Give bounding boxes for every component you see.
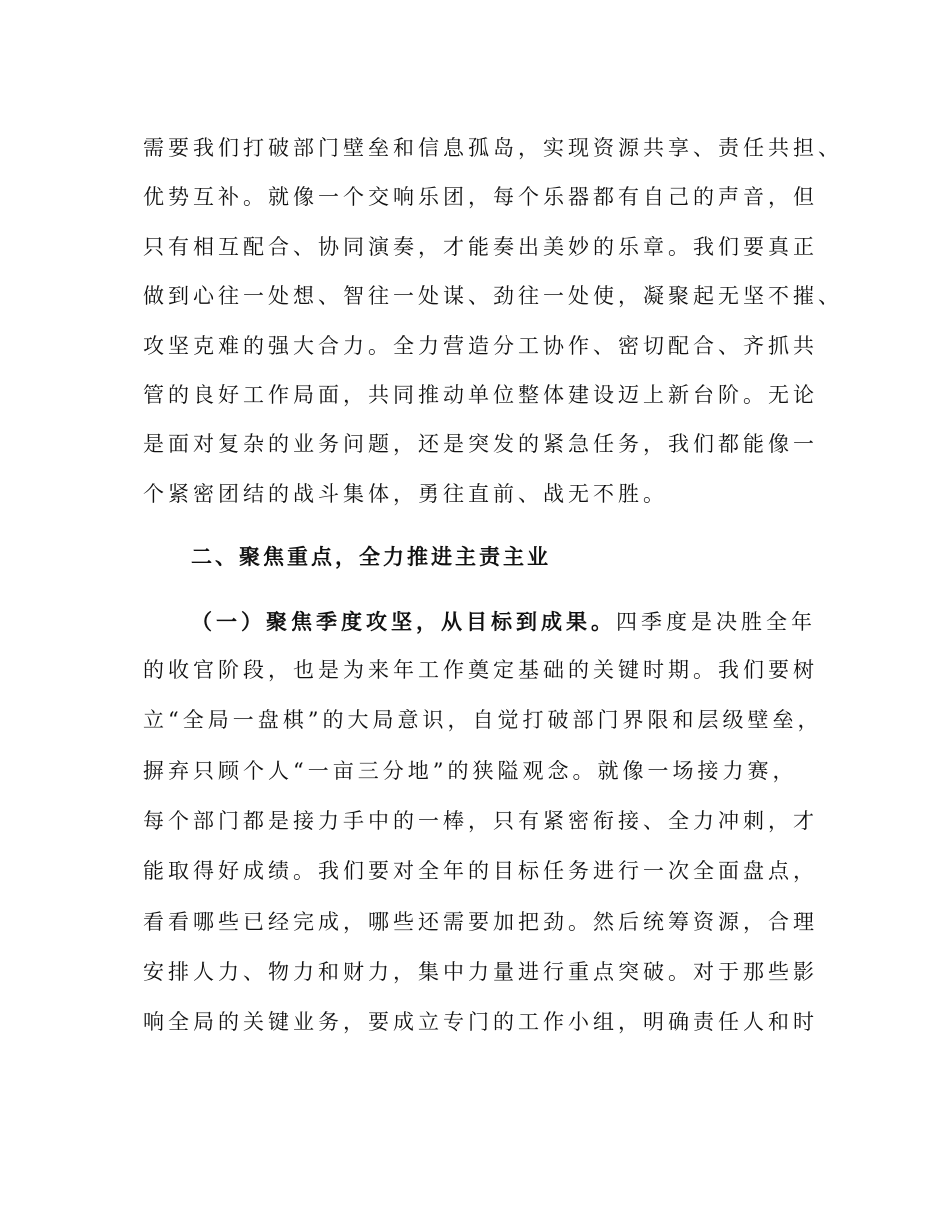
- paragraph-line: 的收官阶段，也是为来年工作奠定基础的关键时期。我们要树: [143, 658, 818, 682]
- paragraph-line: 看看哪些已经完成，哪些还需要加把劲。然后统筹资源，合理: [143, 909, 818, 934]
- paragraph-2-lead-text: 四季度是决胜全年: [616, 610, 816, 634]
- paragraph-line: 每个部门都是接力手中的一棒，只有紧密衔接、全力冲刺，才: [143, 808, 818, 833]
- paragraph-line: 做到心往一处想、智往一处谋、劲往一处使，凝聚起无坚不摧、: [143, 284, 843, 309]
- paragraph-line: 需要我们打破部门壁垒和信息孤岛，实现资源共享、责任共担、: [143, 136, 843, 160]
- paragraph-line: 攻坚克难的强大合力。全力营造分工协作、密切配合、齐抓共: [143, 333, 818, 358]
- paragraph-line: 响全局的关键业务，要成立专门的工作小组，明确责任人和时: [143, 1010, 818, 1035]
- paragraph-line: 只有相互配合、协同演奏，才能奏出美妙的乐章。我们要真正: [143, 234, 818, 259]
- paragraph-line: 个紧密团结的战斗集体，勇往直前、战无不胜。: [143, 481, 668, 506]
- paragraph-line: 能取得好成绩。我们要对全年的目标任务进行一次全面盘点，: [143, 859, 818, 884]
- paragraph-2-lead-title: （一）聚焦季度攻坚，从目标到成果。: [191, 609, 616, 634]
- paragraph-2-first-line: [191, 607, 816, 637]
- section-heading: 二、聚焦重点，全力推进主责主业: [191, 544, 551, 569]
- paragraph-line: 管的良好工作局面，共同推动单位整体建设迈上新台阶。无论: [143, 383, 818, 407]
- paragraph-line: 安排人力、物力和财力，集中力量进行重点突破。对于那些影: [143, 959, 818, 984]
- paragraph-line: 优势互补。就像一个交响乐团，每个乐器都有自己的声音，但: [143, 185, 818, 210]
- paragraph-line: 摒弃只顾个人“一亩三分地”的狭隘观念。就像一场接力赛，: [143, 758, 798, 783]
- paragraph-line: 是面对复杂的业务问题，还是突发的紧急任务，我们都能像一: [143, 432, 818, 457]
- paragraph-line: 立“全局一盘棋”的大局意识，自觉打破部门界限和层级壁垒，: [143, 708, 823, 733]
